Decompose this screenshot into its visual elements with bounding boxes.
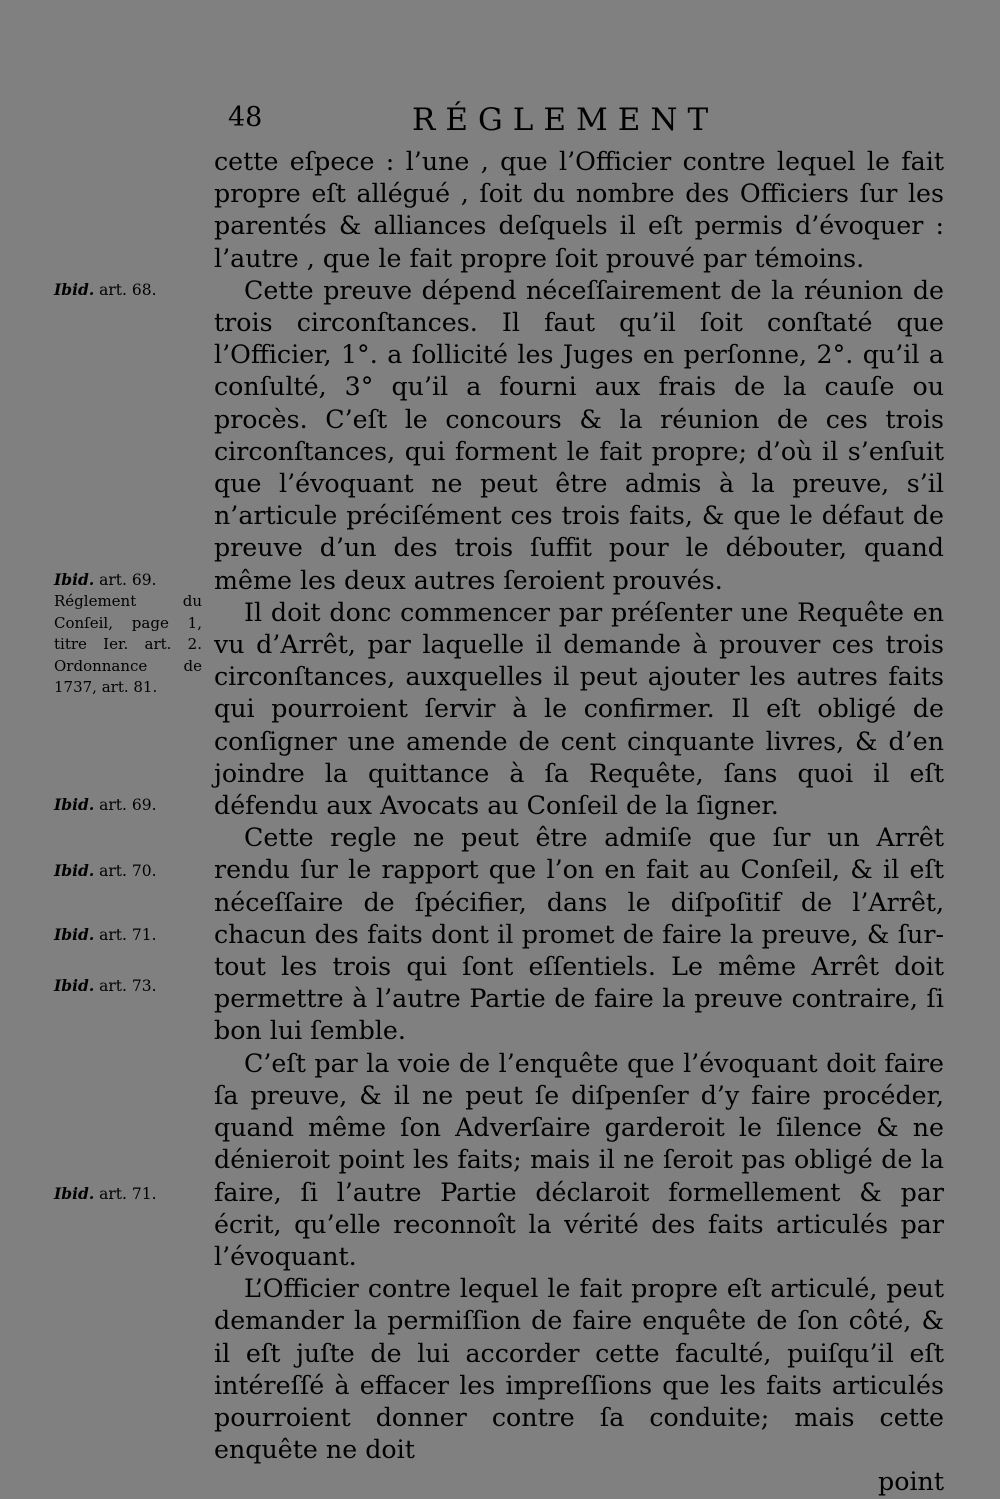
margin-ibid: Ibid. bbox=[54, 976, 95, 995]
margin-ref: art. 71. bbox=[99, 1185, 157, 1203]
margin-ref: art. 73. bbox=[99, 977, 157, 995]
margin-ref: art. 69. bbox=[99, 796, 157, 814]
paragraph: Cette preuve dépend néceſſairement de la réunion de trois circonſtances. Il faut qu’il ſoit conſtaté que l’Officier, 1°. a ſollicité les Juges en perſonne, 2°. qu’il a conſulté, 3° qu’il a fourni aux frais de la cauſe ou procès. C’eſt le concours & la réunion de ces trois circonſtances, qui forment le fait propre; d’où il s’enſuit que l’évoquant ne peut être admis à la preuve, s’il n’articule préciſément ces trois faits, & que le défaut de preuve d’un des trois ſuffit pour le débouter, quand même les deux autres ſeroient prouvés. bbox=[214, 275, 944, 595]
paragraph: C’eſt par la voie de l’enquête que l’évoquant doit faire ſa preuve, & il ne peut ſe diſpenſer d’y faire procéder, quand même ſon Adverſaire garderoit le ſilence & ne dénieroit point les faits; mais il ne ſeroit pas obligé de la faire, ſi l’autre Partie déclaroit formellement & par écrit, qu’elle reconnoît la vérité des faits articulés par l’évoquant. bbox=[214, 1048, 944, 1271]
paragraph: Il doit donc commencer par préſenter une Requête en vu d’Arrêt, par laquelle il demande à prouver ces trois circonſtances, auxquelles il peut ajouter les autres faits qui pourroient ſervir à le confirmer. Il eſt obligé de conſigner une amende de cent cinquante livres, & d’en joindre la quittance à ſa Requête, ſans quoi il eſt défendu aux Avocats au Conſeil de la ſigner. bbox=[214, 597, 944, 821]
paragraph: Cette regle ne peut être admiſe que ſur un Arrêt rendu ſur le rapport que l’on en fait au Conſeil, & il eſt néceſſaire de ſpécifier, dans le diſpoſitif de l’Arrêt, chacun des faits dont il promet de faire la preuve, & ſur-tout les trois qui ſont eſſentiels. Le même Arrêt doit permettre à l’autre Partie de faire la preuve contraire, ſi bon lui ſemble. bbox=[214, 823, 944, 1046]
margin-ibid: Ibid. bbox=[54, 1184, 95, 1203]
margin-ref: art. 70. bbox=[99, 862, 157, 880]
page-number: 48 bbox=[228, 102, 263, 133]
margin-extra: Réglement du Conſeil, page 1, titre Ier. art. 2. Ordonnance de 1737, art. 81. bbox=[54, 592, 202, 696]
running-head: RÉGLEMENT bbox=[412, 102, 719, 138]
body-text bbox=[214, 146, 944, 1499]
margin-note bbox=[54, 975, 202, 997]
margin-ibid: Ibid. bbox=[54, 795, 95, 814]
page-header bbox=[214, 102, 944, 142]
margin-ibid: Ibid. bbox=[54, 861, 95, 880]
margin-note bbox=[54, 279, 202, 301]
paragraph: L’Officier contre lequel le fait propre eſt articulé, peut demander la permiſſion de faire enquête de ſon côté, & il eſt juſte de lui accorder cette faculté, puiſqu’il eſt intéreſſé à effacer les impreſſions que les faits articulés pourroient donner contre ſa conduite; mais cette enquête ne doit bbox=[214, 1274, 944, 1465]
margin-ibid: Ibid. bbox=[54, 280, 95, 299]
catchword: point bbox=[878, 1467, 944, 1497]
margin-note bbox=[54, 794, 202, 816]
margin-note bbox=[54, 924, 202, 946]
margin-ref: art. 71. bbox=[99, 926, 157, 944]
margin-ibid: Ibid. bbox=[54, 570, 95, 589]
margin-ref: art. 68. bbox=[99, 281, 157, 299]
margin-ibid: Ibid. bbox=[54, 925, 95, 944]
margin-note bbox=[54, 860, 202, 882]
margin-ref: art. 69. bbox=[99, 571, 157, 589]
margin-note bbox=[54, 569, 202, 699]
paragraph: cette eſpece : l’une , que l’Officier contre lequel le fait propre eſt allégué , ſoit du nombre des Officiers ſur les parentés & alliances deſquels il eſt permis d’évoquer : l’autre , que le fait propre ſoit prouvé par témoins. bbox=[214, 147, 944, 273]
margin-note bbox=[54, 1183, 202, 1205]
